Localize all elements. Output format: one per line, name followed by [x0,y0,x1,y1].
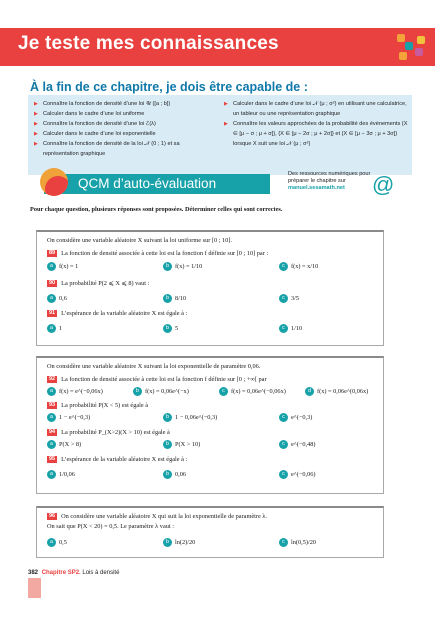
block-intro: On considère une variable aléatoire X suivant la loi uniforme sur [0 ; 10]. [47,237,232,244]
question-91 [47,310,187,317]
option-letter: b [163,413,172,422]
option-letter: c [279,440,288,449]
option-letter: c [279,470,288,479]
resources-note [288,171,378,193]
qcm-title-bar [44,174,270,194]
dot [417,36,425,44]
option-letter: a [47,387,56,396]
option-text: 1 [59,324,63,332]
option-text: 0,5 [59,538,67,546]
option-letter: c [219,387,228,396]
question-text: La fonction de densité associée à cette loi est la fonction f définie sur [0 ; +∞[ par [61,376,267,383]
option-letter: b [163,294,172,303]
goals-title: À la fin de ce chapitre, je dois être capable de : [30,80,308,94]
page-footer [28,570,119,576]
question-number: 96 [49,513,56,520]
question-96 [47,513,267,520]
goal-item: ▶ Connaître la fonction de densité d’une loi 𝒰 ([a ; b]) [34,99,216,109]
option-b[interactable] [163,538,195,547]
option-letter: a [47,440,56,449]
question-number: 91 [49,310,56,317]
page-number: 382 [28,570,39,576]
option-text: 1/0,06 [59,470,75,478]
option-letter: a [47,538,56,547]
question-number: 93 [49,402,56,409]
option-text: f(x) = 0,06e^(−x) [145,387,189,395]
option-c[interactable] [279,413,312,422]
option-b[interactable] [133,387,189,396]
option-text: ln(2)/20 [175,538,196,546]
option-letter: c [279,413,288,422]
qcm-title: QCM d’auto-évaluation [78,176,217,191]
question-96-condition: On sait que P(X < 20) = 0,5. Le paramètre λ vaut : [47,523,174,530]
question-text: On considère une variable aléatoire X qui suit la loi exponentielle de paramètre λ. [61,513,267,520]
option-text: 8/10 [175,294,187,302]
option-text: 3/5 [291,294,300,302]
option-c[interactable] [279,294,299,303]
question-number: 94 [49,429,56,436]
dot [415,48,423,56]
question-89 [47,250,268,257]
goals-left-column [34,99,216,159]
option-b[interactable] [163,470,186,479]
option-text: 0,6 [59,294,67,302]
option-text: f(x) = x/10 [291,262,319,270]
question-90 [47,280,149,287]
goal-item: ▶ Calculer dans le cadre d’une loi exponentielle [34,129,216,139]
option-letter: c [279,324,288,333]
option-c[interactable] [279,440,316,449]
option-text: f(x) = 1 [59,262,79,270]
option-text: f(x) = e^(−0,06x) [59,387,103,395]
question-94 [47,429,170,436]
dot [399,52,407,60]
question-number: 90 [49,280,56,287]
option-letter: c [279,294,288,303]
option-text: P(X > 10) [175,440,201,448]
qcm-logo-icon [40,168,68,196]
option-c[interactable] [219,387,286,396]
question-93 [47,402,148,409]
option-text: 0,06 [175,470,187,478]
option-letter: b [133,387,142,396]
question-text: La probabilité P(X < 5) est égale à [61,402,149,409]
dot [397,34,405,42]
goals-box [28,95,412,175]
dot [407,30,415,38]
option-a[interactable] [47,413,90,422]
question-95 [47,456,187,463]
question-number: 89 [49,250,56,257]
option-text: f(x) = 0,06e^(0,06x) [317,387,369,395]
option-letter: d [305,387,314,396]
option-c[interactable] [279,262,318,271]
option-a[interactable] [47,294,67,303]
question-text: La probabilité P(2 ⩽ X ⩽ 8) vaut : [61,280,150,287]
option-letter: c [279,262,288,271]
option-b[interactable] [163,294,186,303]
option-letter: a [47,413,56,422]
at-sign-icon: @ [372,172,395,197]
option-text: 1/10 [291,324,303,332]
option-letter: a [47,262,56,271]
option-d[interactable] [305,387,368,396]
option-a[interactable] [47,538,67,547]
dot [405,42,413,50]
option-letter: b [163,538,172,547]
goals-right-column [224,99,408,149]
question-text: La fonction de densité associée à cette loi est la fonction f définie sur [0 ; 10] par : [61,250,269,257]
goal-item: ▶ Calculer dans le cadre d’une loi uniforme [34,109,216,119]
option-letter: a [47,324,56,333]
option-a[interactable] [47,262,78,271]
option-text: P(X > 8) [59,440,82,448]
chapter-title: Lois à densité [82,570,120,576]
option-text: f(x) = 1/10 [175,262,203,270]
goal-item: ▶ Connaître les valeurs approchées de la probabilité des évènements {X ∈ [μ − σ ; μ + σ]}, {X ∈ [μ − 2σ ; μ + 2σ]} et {X ∈ [μ − 3σ ; μ + 3σ]} lorsque X suit une loi 𝒩 (μ ; σ²) [224,119,408,149]
option-letter: a [47,470,56,479]
question-block-96 [36,506,384,558]
option-b[interactable] [163,262,202,271]
option-b[interactable] [163,324,178,333]
page-title: Je teste mes connaissances [18,33,279,54]
question-92 [47,376,267,383]
question-text: L’espérance de la variable aléatoire X est égale à : [61,456,188,463]
option-b[interactable] [163,413,217,422]
option-b[interactable] [163,440,200,449]
option-text: f(x) = 0,06e^(−0,06x) [231,387,286,395]
option-letter: b [163,470,172,479]
question-block-uniform [36,230,384,346]
option-a[interactable] [47,324,62,333]
footer-color-tab [28,578,41,598]
option-c[interactable] [279,538,316,547]
option-text: e^(−0,48) [291,440,316,448]
question-text: La probabilité P_(X>2)(X > 10) est égale à [61,429,170,436]
resources-text: Des ressources numériques pour préparer le chapitre sur [288,171,371,185]
option-letter: c [279,538,288,547]
chapter-banner [0,28,435,66]
option-text: 1 − 0,06e^(−0,3) [175,413,218,421]
decorative-dots-icon [395,28,429,66]
goal-item: ▶ Connaître la fonction de densité d’une loi ℰ(λ) [34,119,216,129]
option-letter: b [163,324,172,333]
question-block-exponential [36,356,384,494]
instructions: Pour chaque question, plusieurs réponses sont proposées. Déterminer celles qui sont correctes. [30,206,283,213]
block-intro: On considère une variable aléatoire X suivant la loi exponentielle de paramètre 0,06. [47,363,261,370]
option-text: e^(−0,06) [291,470,316,478]
option-a[interactable] [47,470,75,479]
option-text: 1 − e^(−0,3) [59,413,91,421]
resources-link[interactable]: manuel.sesamath.net [288,185,345,192]
goal-item: ▶ Calculer dans le cadre d’une loi 𝒩 (μ ; σ²) en utilisant une calculatrice, un tableur ou une représentation graphique [224,99,408,119]
option-text: 5 [175,324,179,332]
option-a[interactable] [47,387,103,396]
option-a[interactable] [47,440,81,449]
goal-item: ▶ Connaître la fonction de densité de la loi 𝒩 (0 ; 1) et sa représentation graphique [34,139,216,159]
option-text: e^(−0,3) [291,413,313,421]
dot [409,56,417,64]
option-text: ln(0,5)/20 [291,538,317,546]
chapter-label: Chapitre SP2. [41,570,81,576]
question-number: 95 [49,456,56,463]
option-letter: a [47,294,56,303]
option-letter: b [163,440,172,449]
option-letter: b [163,262,172,271]
option-c[interactable] [279,470,316,479]
question-text: L’espérance de la variable aléatoire X est égale à : [61,310,188,317]
question-number: 92 [49,376,56,383]
option-c[interactable] [279,324,302,333]
